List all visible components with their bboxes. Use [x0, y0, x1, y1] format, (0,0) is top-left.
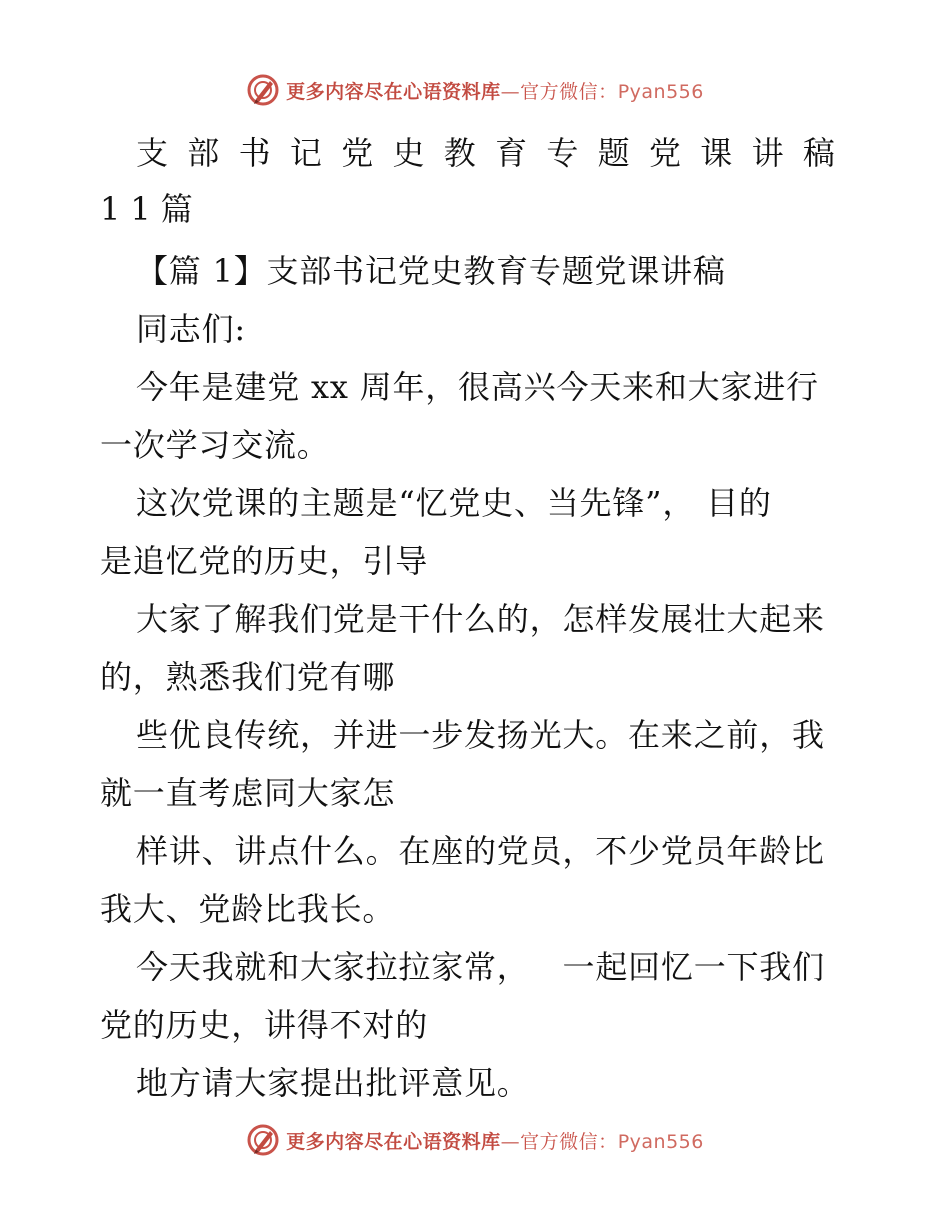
paragraph-line: 今天我就和大家拉拉家常， 一起回忆一下我们 — [136, 948, 825, 986]
pen-logo-icon — [246, 73, 280, 107]
title-char: 育 — [495, 134, 528, 172]
title-char: 讲 — [751, 134, 784, 172]
paragraph-line: 一次学习交流。 — [100, 426, 330, 464]
title-char: 书 — [238, 134, 271, 172]
paragraph — [100, 590, 860, 706]
paragraph-line: 今年是建党 xx 周年，很高兴今天来和大家进行 — [136, 368, 819, 406]
title-char: 支 — [136, 134, 169, 172]
paragraph-line: 党的历史，讲得不对的 — [100, 1006, 429, 1044]
paragraph — [100, 1054, 860, 1112]
title-line-2: 11篇 — [100, 190, 203, 228]
header-watermark — [0, 70, 950, 110]
paragraph — [100, 300, 860, 358]
paragraph-line: 些优良传统，并进一步发扬光大。在来之前，我 — [136, 716, 825, 754]
pen-logo-icon — [246, 1123, 280, 1157]
paragraph — [100, 822, 860, 938]
title-char: 题 — [597, 134, 630, 172]
title-char: 稿 — [802, 134, 835, 172]
paragraph — [100, 358, 860, 474]
paragraph-line: 样讲、讲点什么。在座的党员，不少党员年龄比 — [136, 832, 825, 870]
title-char: 部 — [187, 134, 220, 172]
document-body — [100, 242, 860, 1112]
title-char: 记 — [289, 134, 322, 172]
paragraph — [100, 242, 860, 300]
paragraph-line: 【篇 1】支部书记党史教育专题党课讲稿 — [136, 252, 726, 290]
paragraph — [100, 706, 860, 822]
paragraph-line: 同志们: — [136, 310, 246, 348]
footer-watermark — [0, 1120, 950, 1160]
paragraph-line: 大家了解我们党是干什么的，怎样发展壮大起来 — [136, 600, 825, 638]
paragraph — [100, 938, 860, 1054]
title-char: 课 — [700, 134, 733, 172]
paragraph-line: 这次党课的主题是“忆党史、当先锋”， 目的 — [136, 484, 772, 522]
title-char: 教 — [443, 134, 476, 172]
title-char: 史 — [392, 134, 425, 172]
paragraph-line: 的，熟悉我们党有哪 — [100, 658, 396, 696]
title-char: 党 — [341, 134, 374, 172]
paragraph-line: 地方请大家提出批评意见。 — [136, 1064, 530, 1102]
watermark-text: 更多内容尽在心语资料库—官方微信：Pyan556 — [286, 1130, 704, 1153]
paragraph — [100, 474, 860, 590]
paragraph-line: 我大、党龄比我长。 — [100, 890, 396, 928]
title-char: 党 — [648, 134, 681, 172]
paragraph-line: 是追忆党的历史，引导 — [100, 542, 429, 580]
title-char: 专 — [546, 134, 579, 172]
watermark-text: 更多内容尽在心语资料库—官方微信：Pyan556 — [286, 80, 704, 103]
title-line-1 — [100, 125, 835, 181]
paragraph-line: 就一直考虑同大家怎 — [100, 774, 396, 812]
document-title — [100, 125, 835, 237]
